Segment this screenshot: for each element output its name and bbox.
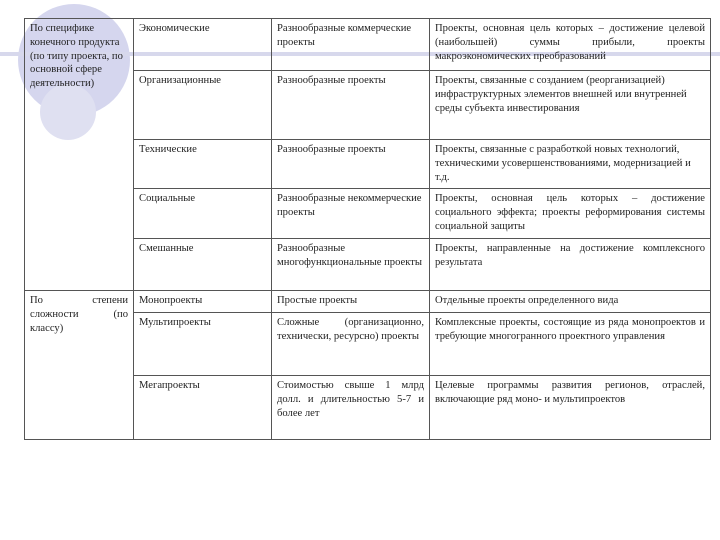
projects-cell: Сложные (организационно, технически, ресурсно) проекты [272,313,430,376]
projects-cell: Разнообразные многофункциональные проекты [272,239,430,291]
group-label-product: По специфике конечного продукта (по типу проекта, по основной сфере деятельности) [25,19,134,291]
description-cell: Отдельные проекты определенного вида [430,291,711,313]
type-cell: Мультипроекты [134,313,272,376]
description-cell: Проекты, связанные с разработкой новых технологий, техническими усовершенствованиями, модернизацией и т.д. [430,140,711,189]
group-label-complexity: По степени сложности (по классу) [25,291,134,440]
description-cell: Проекты, направленные на достижение комплексного результата [430,239,711,291]
type-cell: Мегапроекты [134,376,272,440]
type-cell: Технические [134,140,272,189]
table-row [25,19,711,71]
projects-cell: Простые проекты [272,291,430,313]
projects-cell: Разнообразные проекты [272,140,430,189]
type-cell: Монопроекты [134,291,272,313]
type-cell: Социальные [134,189,272,239]
description-cell: Комплексные проекты, состоящие из ряда монопроектов и требующие многогранного проектного управления [430,313,711,376]
type-cell: Организационные [134,71,272,140]
type-cell: Экономические [134,19,272,71]
projects-cell: Разнообразные коммерческие проекты [272,19,430,71]
table-row [25,291,711,313]
project-classification-table [24,18,711,440]
description-cell: Целевые программы развития регионов, отраслей, включающие ряд моно- и мультипроектов [430,376,711,440]
description-cell: Проекты, основная цель которых – достижение социального эффекта; проекты реформирования системы социальной защиты [430,189,711,239]
description-cell: Проекты, связанные с созданием (реорганизацией) инфраструктурных элементов внешней или внутренней среды субъекта инвестирования [430,71,711,140]
projects-cell: Разнообразные проекты [272,71,430,140]
type-cell: Смешанные [134,239,272,291]
projects-cell: Разнообразные некоммерческие проекты [272,189,430,239]
description-cell: Проекты, основная цель которых – достижение целевой (наибольшей) суммы прибыли, проекты макроэкономических преобразований [430,19,711,71]
projects-cell: Стоимостью свыше 1 млрд долл. и длительностью 5-7 и более лет [272,376,430,440]
